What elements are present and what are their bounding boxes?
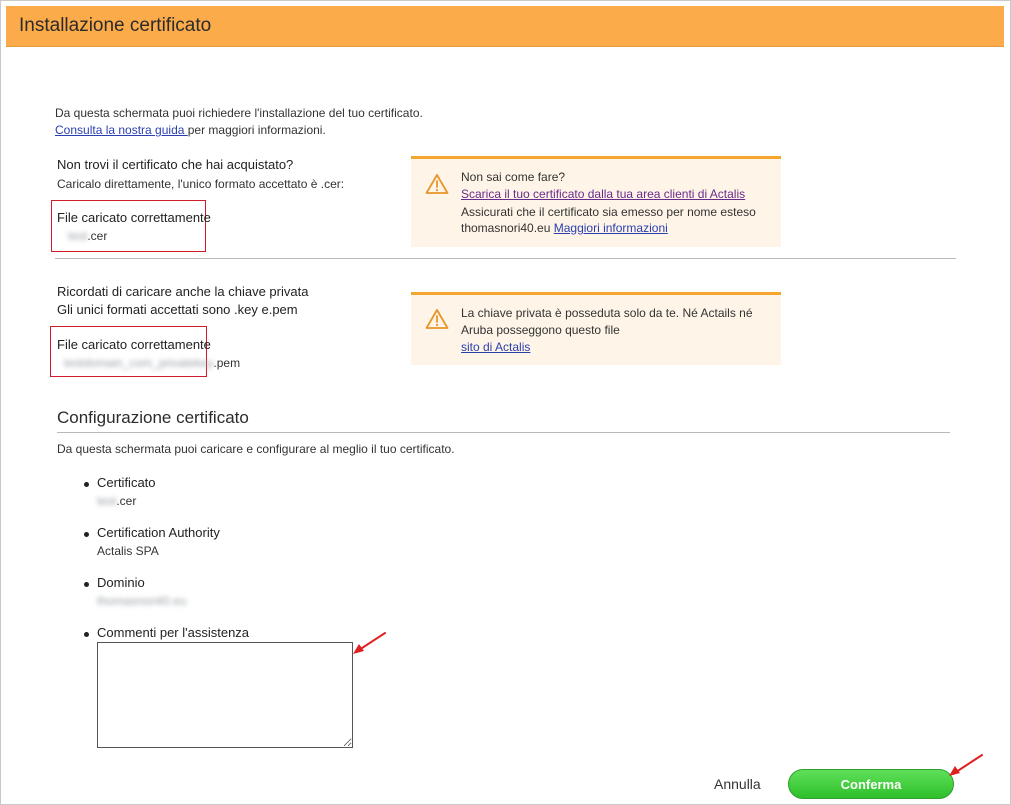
help-warning-box	[411, 156, 781, 247]
cert-file-redacted: test	[68, 229, 88, 243]
bullet	[84, 532, 89, 537]
cert-file-ext: .cer	[87, 229, 108, 243]
private-key-note-1: La chiave privata è posseduta solo da te. Né Actails né	[461, 306, 753, 320]
key-upload-status: File caricato correttamente	[57, 337, 211, 352]
key-formats: Gli unici formati accettati sono .key e.pem	[57, 302, 298, 317]
domain-label: Dominio	[97, 575, 145, 590]
certificate-redacted: test	[97, 494, 117, 508]
help-note: Assicurati che il certificato sia emesso per nome esteso	[461, 205, 756, 219]
dialog-header	[6, 6, 1004, 47]
key-reminder: Ricordati di caricare anche la chiave privata	[57, 284, 309, 299]
private-key-note-2: Aruba posseggono questo file	[461, 323, 620, 337]
cert-file-name	[68, 229, 107, 243]
key-file-redacted: testdomain_com_privatekey	[64, 356, 214, 370]
bullet	[84, 632, 89, 637]
config-description: Da questa schermata puoi caricare e configurare al meglio il tuo certificato.	[57, 442, 455, 456]
page-title: Installazione certificato	[19, 15, 212, 36]
certificate-value	[97, 494, 136, 508]
more-info-link[interactable]: Maggiori informazioni	[553, 221, 668, 235]
cert-upload-status: File caricato correttamente	[57, 210, 211, 225]
key-file-ext: .pem	[213, 356, 241, 370]
config-divider	[57, 432, 950, 433]
help-title: Non sai come fare?	[461, 170, 566, 184]
warning-icon	[425, 308, 449, 330]
certificate-label: Certificato	[97, 475, 156, 490]
intro-text: Da questa schermata puoi richiedere l'installazione del tuo certificato.	[55, 106, 423, 120]
confirm-button[interactable]: Conferma	[788, 769, 954, 799]
bullet	[84, 482, 89, 487]
private-key-warning-box	[411, 292, 781, 365]
cert-instruction: Caricalo direttamente, l'unico formato accettato è .cer:	[57, 177, 345, 191]
ca-label: Certification Authority	[97, 525, 220, 540]
domain-redacted: thomasnori40.eu	[97, 594, 187, 608]
guide-link[interactable]: Consulta la nostra guida	[55, 123, 188, 137]
warning-icon	[425, 173, 449, 195]
domain-value	[97, 594, 186, 608]
comments-label: Commenti per l'assistenza	[97, 625, 250, 640]
config-title: Configurazione certificato	[57, 408, 249, 427]
intro-guide-line	[55, 123, 326, 137]
cert-upload-highlight	[51, 200, 206, 252]
bullet	[84, 582, 89, 587]
key-file-name	[64, 356, 240, 370]
ca-value: Actalis SPA	[97, 544, 159, 558]
certificate-ext: .cer	[116, 494, 137, 508]
help-domain: thomasnori40.eu	[461, 221, 551, 235]
cancel-button[interactable]: Annulla	[708, 774, 767, 794]
help-domain-line	[461, 221, 668, 235]
intro-guide-rest: per maggiori informazioni.	[187, 123, 326, 137]
cert-question: Non trovi il certificato che hai acquistato?	[57, 157, 294, 172]
download-cert-link[interactable]: Scarica il tuo certificato dalla tua area clienti di Actalis	[461, 187, 746, 201]
comments-textarea[interactable]	[97, 642, 353, 748]
annotation-arrow-icon	[350, 630, 390, 658]
annotation-arrow-icon	[946, 752, 986, 780]
divider	[55, 258, 956, 259]
actalis-site-link[interactable]: sito di Actalis	[461, 340, 531, 354]
